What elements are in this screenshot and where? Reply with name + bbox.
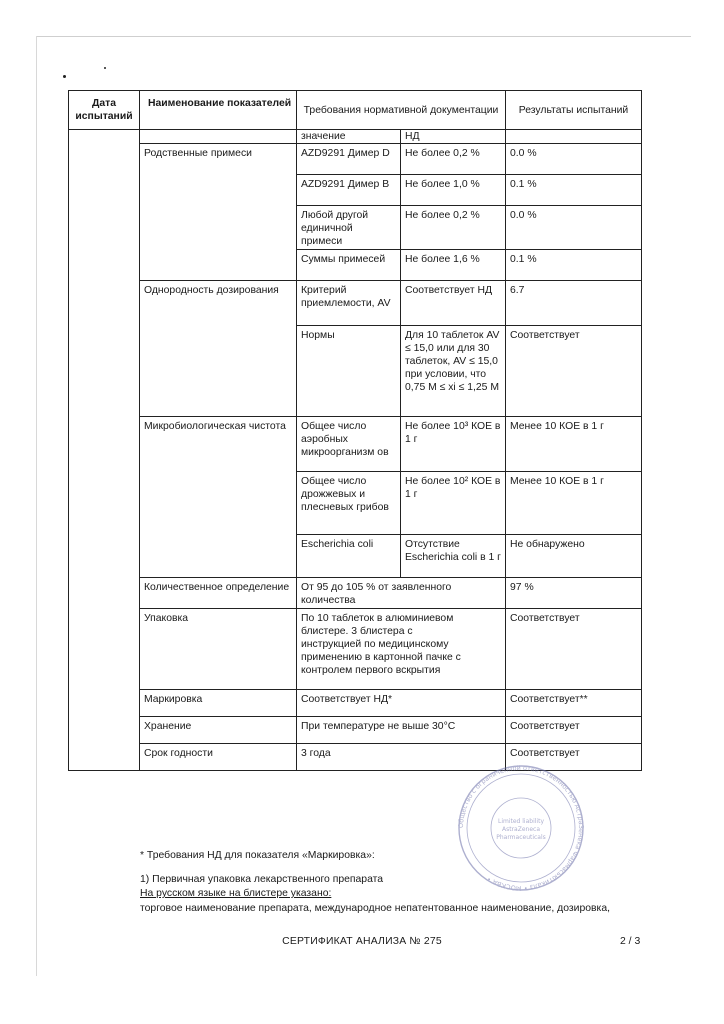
result-value: 0.0 %: [506, 144, 642, 175]
requirement: От 95 до 105 % от заявленного количества: [297, 578, 506, 609]
result-value: Менее 10 КОЕ в 1 г: [506, 417, 642, 472]
requirement: Не более 0,2 %: [401, 144, 506, 175]
sub-parameter: Критерий приемлемости, AV: [297, 281, 401, 326]
parameter-name: Количественное определение: [140, 578, 297, 609]
parameter-name: Маркировка: [140, 690, 297, 717]
requirement: Соответствует НД*: [297, 690, 506, 717]
parameter-name: Упаковка: [140, 609, 297, 690]
header-date: Дата испытаний: [69, 91, 140, 130]
page-number: 2 / 3: [620, 936, 641, 947]
parameter-name: Хранение: [140, 717, 297, 744]
subheader-blank: [140, 130, 297, 144]
result-value: Соответствует**: [506, 690, 642, 717]
page-edge-left: [36, 36, 37, 976]
requirement: По 10 таблеток в алюминиевом блистере. 3 блистера с инструкцией по медицинскому применению в картонной пачке с контролем первого вскрытия: [297, 609, 506, 690]
subheader-row: [69, 130, 642, 144]
table-header-row: [69, 91, 642, 130]
result-value: Соответствует: [506, 744, 642, 771]
table-row: [69, 417, 642, 472]
requirement: 3 года: [297, 744, 506, 771]
subheader-value: значение: [297, 130, 401, 144]
parameter-name: Однородность дозирования: [140, 281, 297, 417]
table-row: [69, 281, 642, 326]
sub-parameter: Любой другой единичной примеси: [297, 206, 401, 250]
sub-parameter: AZD9291 Димер D: [297, 144, 401, 175]
header-results: Результаты испытаний: [506, 91, 642, 130]
parameter-name: Родственные примеси: [140, 144, 297, 281]
section-heading: 1) Первичная упаковка лекарственного препарата: [140, 874, 384, 885]
result-value: Соответствует: [506, 326, 642, 417]
result-value: Не обнаружено: [506, 535, 642, 578]
svg-text:AstraZeneca: AstraZeneca: [502, 826, 540, 833]
scan-speck: [104, 67, 106, 69]
requirement: Не более 10² КОЕ в 1 г: [401, 472, 506, 535]
footnote: * Требования НД для показателя «Маркировка»:: [140, 850, 375, 861]
result-value: 97 %: [506, 578, 642, 609]
requirement: Отсутствие Escherichia coli в 1 г: [401, 535, 506, 578]
sub-parameter: Escherichia coli: [297, 535, 401, 578]
sub-parameter: Суммы примесей: [297, 250, 401, 281]
sub-parameter: AZD9291 Димер B: [297, 175, 401, 206]
result-value: Менее 10 КОЕ в 1 г: [506, 472, 642, 535]
table-row: [69, 609, 642, 690]
footer-title: СЕРТИФИКАТ АНАЛИЗА № 275: [282, 936, 442, 947]
result-value: 0.1 %: [506, 250, 642, 281]
result-value: 6.7: [506, 281, 642, 326]
result-value: Соответствует: [506, 609, 642, 690]
requirement: Не более 0,2 %: [401, 206, 506, 250]
page-edge: [36, 36, 691, 37]
table-row: [69, 144, 642, 175]
requirement: Не более 10³ КОЕ в 1 г: [401, 417, 506, 472]
header-requirements: Требования нормативной документации: [297, 91, 506, 130]
table-row: [69, 690, 642, 717]
svg-text:Pharmaceuticals: Pharmaceuticals: [496, 834, 546, 841]
result-value: 0.0 %: [506, 206, 642, 250]
section-subheading: На русском языке на блистере указано:: [140, 888, 332, 899]
header-name: Наименование показателей: [140, 91, 297, 130]
table-row: [69, 717, 642, 744]
date-cell: [69, 130, 140, 771]
sub-parameter: Общее число аэробных микроорганизм ов: [297, 417, 401, 472]
subheader-blank-result: [506, 130, 642, 144]
sub-parameter: Нормы: [297, 326, 401, 417]
requirement: Для 10 таблеток AV ≤ 15,0 или для 30 таблеток, AV ≤ 15,0 при условии, что 0,75 M ≤ xi ≤ 1,25 M: [401, 326, 506, 417]
requirement: Не более 1,6 %: [401, 250, 506, 281]
requirement: Соответствует НД: [401, 281, 506, 326]
parameter-name: Срок годности: [140, 744, 297, 771]
svg-text:Limited liability: Limited liability: [497, 818, 545, 825]
table-row: [69, 578, 642, 609]
company-seal-stamp: [456, 763, 586, 893]
certificate-table: [68, 90, 642, 771]
requirement: Не более 1,0 %: [401, 175, 506, 206]
subheader-nd: НД: [401, 130, 506, 144]
scan-speck: [63, 75, 66, 78]
sub-parameter: Общее число дрожжевых и плесневых грибов: [297, 472, 401, 535]
result-value: 0.1 %: [506, 175, 642, 206]
parameter-name: Микробиологическая чистота: [140, 417, 297, 578]
requirement: При температуре не выше 30°С: [297, 717, 506, 744]
body-paragraph: торговое наименование препарата, международное непатентованное наименование, дозировка,: [140, 903, 610, 914]
result-value: Соответствует: [506, 717, 642, 744]
svg-text:Общество с ограниченной ответс: Общество с ограниченной ответственностью АстраЗенека Фармасьютикалз • МОСКВА •: [456, 763, 586, 893]
